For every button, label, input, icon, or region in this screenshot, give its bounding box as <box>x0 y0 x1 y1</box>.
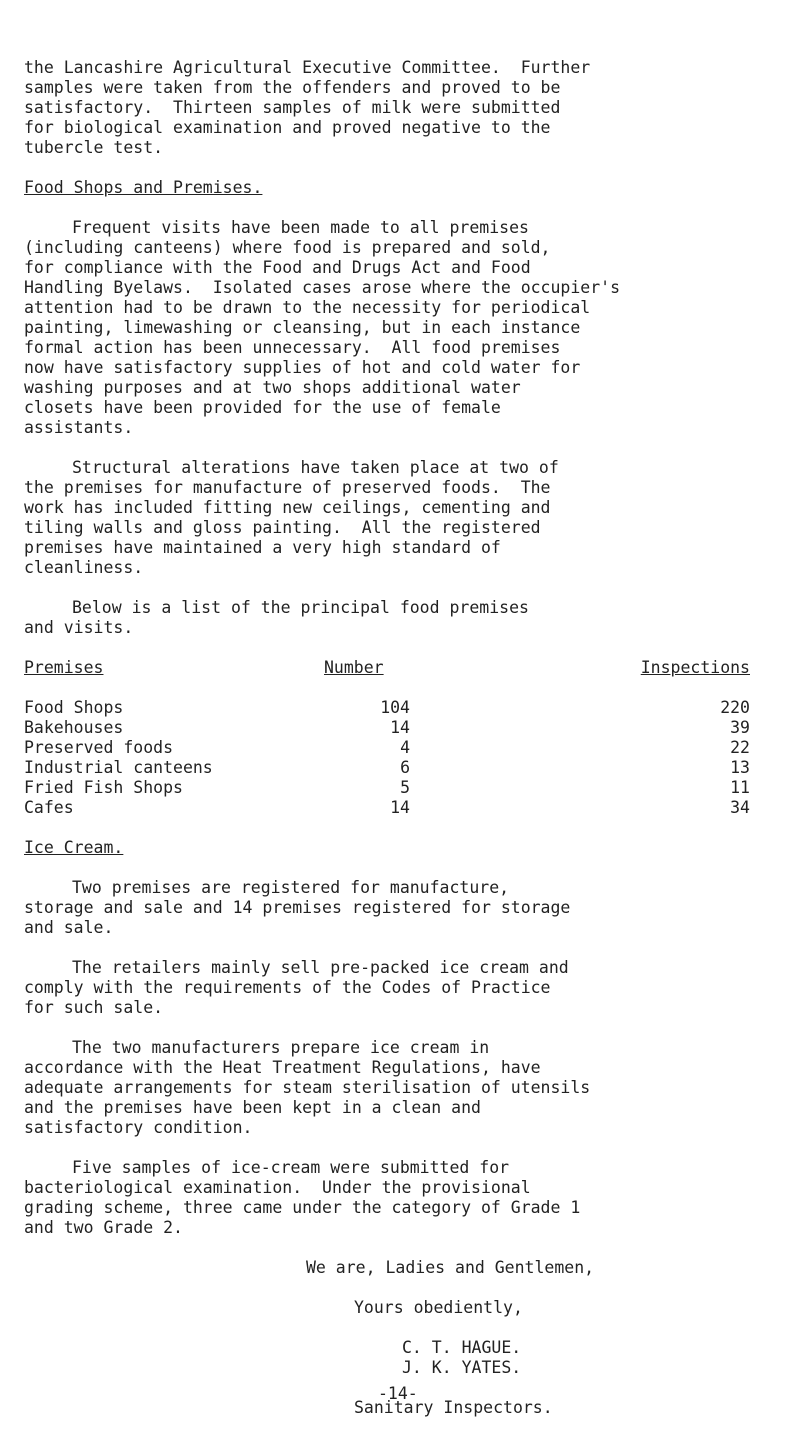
text-line: closets have been provided for the use of female <box>24 398 501 417</box>
text-line: assistants. <box>24 418 134 437</box>
text-line: the Lancashire Agricultural Executive Committee. Further <box>24 58 591 77</box>
text-line: samples were taken from the offenders and proved to be <box>24 78 561 97</box>
section-heading-food-shops: Food Shops and Premises. <box>24 178 263 197</box>
text-line: painting, limewashing or cleansing, but in each instance <box>24 318 581 337</box>
text-line: comply with the requirements of the Codes of Practice <box>24 978 551 997</box>
food-shops-paragraph-3 <box>24 598 794 638</box>
text-line: and two Grade 2. <box>24 1218 183 1237</box>
number-cell: 4 <box>400 738 410 757</box>
text-line: Handling Byelaws. Isolated cases arose where the occupier's <box>24 278 621 297</box>
food-shops-paragraph-2 <box>24 458 794 578</box>
section-heading-ice-cream: Ice Cream. <box>24 838 124 857</box>
premises-cell: Preserved foods <box>24 738 174 757</box>
premises-cell: Cafes <box>24 798 74 817</box>
number-cell: 5 <box>400 778 410 797</box>
text-line: and the premises have been kept in a clean and <box>24 1098 481 1117</box>
text-line: cleanliness. <box>24 558 144 577</box>
inspections-cell: 11 <box>730 778 750 797</box>
number-cell: 104 <box>380 698 410 717</box>
table-row <box>24 798 794 818</box>
text-line: adequate arrangements for steam sterilisation of utensils <box>24 1078 591 1097</box>
text-line: The two manufacturers prepare ice cream in <box>72 1038 490 1057</box>
valediction: Yours obediently, <box>354 1298 523 1317</box>
number-cell: 6 <box>400 758 410 777</box>
table-row <box>24 758 794 778</box>
text-line: satisfactory condition. <box>24 1118 253 1137</box>
column-header-premises: Premises <box>24 658 104 677</box>
column-header-number: Number <box>324 658 384 677</box>
text-line: now have satisfactory supplies of hot and cold water for <box>24 358 581 377</box>
signatory-title: Sanitary Inspectors. <box>354 1398 553 1417</box>
inspections-cell: 13 <box>730 758 750 777</box>
inspections-cell: 39 <box>730 718 750 737</box>
premises-cell: Bakehouses <box>24 718 124 737</box>
salutation: We are, Ladies and Gentlemen, <box>306 1258 595 1277</box>
text-line: (including canteens) where food is prepared and sold, <box>24 238 551 257</box>
ice-cream-paragraph-4 <box>24 1158 794 1238</box>
signatory-name: C. T. HAGUE. <box>402 1338 522 1357</box>
text-line: Frequent visits have been made to all premises <box>72 218 529 237</box>
ice-cream-paragraph-3 <box>24 1038 794 1138</box>
premises-table-header <box>24 658 794 678</box>
document-page <box>24 58 794 1438</box>
inspections-cell: 220 <box>720 698 750 717</box>
ice-cream-paragraph-2 <box>24 958 794 1018</box>
text-line: Below is a list of the principal food premises <box>72 598 529 617</box>
text-line: the premises for manufacture of preserved foods. The <box>24 478 551 497</box>
inspections-cell: 34 <box>730 798 750 817</box>
premises-table <box>24 698 794 818</box>
column-header-inspections: Inspections <box>640 658 750 677</box>
signatories <box>402 1338 794 1378</box>
text-line: for compliance with the Food and Drugs Act and Food <box>24 258 531 277</box>
text-line: bacteriological examination. Under the provisional <box>24 1178 531 1197</box>
text-line: The retailers mainly sell pre-packed ice cream and <box>72 958 569 977</box>
premises-cell: Food Shops <box>24 698 124 717</box>
text-line: formal action has been unnecessary. All food premises <box>24 338 561 357</box>
intro-paragraph <box>24 58 794 158</box>
premises-cell: Industrial canteens <box>24 758 213 777</box>
table-row <box>24 778 794 798</box>
text-line: tiling walls and gloss painting. All the registered <box>24 518 541 537</box>
text-line: washing purposes and at two shops additional water <box>24 378 521 397</box>
text-line: Two premises are registered for manufacture, <box>72 878 510 897</box>
ice-cream-paragraph-1 <box>24 878 794 938</box>
text-line: Structural alterations have taken place at two of <box>72 458 559 477</box>
text-line: tubercle test. <box>24 138 164 157</box>
text-line: attention had to be drawn to the necessity for periodical <box>24 298 591 317</box>
page-number: -14- <box>378 1384 418 1403</box>
text-line: for such sale. <box>24 998 164 1017</box>
inspections-cell: 22 <box>730 738 750 757</box>
text-line: satisfactory. Thirteen samples of milk were submitted <box>24 98 561 117</box>
text-line: Five samples of ice-cream were submitted for <box>72 1158 510 1177</box>
food-shops-paragraph-1 <box>24 218 794 438</box>
signatory-name: J. K. YATES. <box>402 1358 522 1377</box>
number-cell: 14 <box>390 718 410 737</box>
text-line: and sale. <box>24 918 114 937</box>
text-line: for biological examination and proved negative to the <box>24 118 551 137</box>
table-row <box>24 738 794 758</box>
table-row <box>24 698 794 718</box>
table-row <box>24 718 794 738</box>
text-line: grading scheme, three came under the category of Grade 1 <box>24 1198 581 1217</box>
number-cell: 14 <box>390 798 410 817</box>
text-line: work has included fitting new ceilings, cementing and <box>24 498 551 517</box>
text-line: and visits. <box>24 618 134 637</box>
text-line: accordance with the Heat Treatment Regulations, have <box>24 1058 541 1077</box>
text-line: storage and sale and 14 premises registered for storage <box>24 898 571 917</box>
text-line: premises have maintained a very high standard of <box>24 538 501 557</box>
premises-cell: Fried Fish Shops <box>24 778 183 797</box>
